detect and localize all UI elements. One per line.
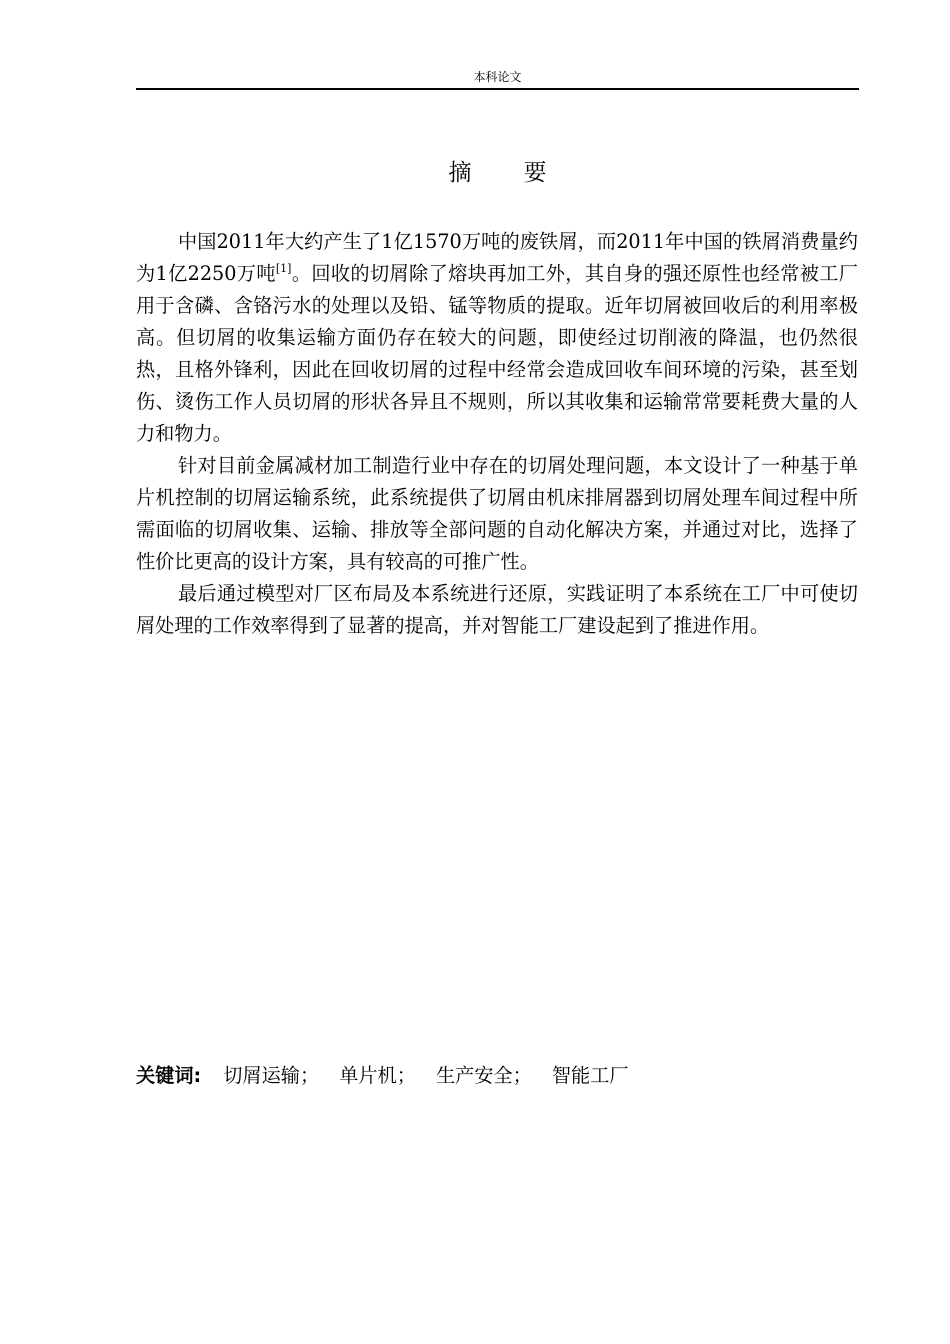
abstract-paragraph-3: 最后通过模型对厂区布局及本系统进行还原，实践证明了本系统在工厂中可使切屑处理的工作效率得到了显著的提高，并对智能工厂建设起到了推进作用。 xyxy=(136,582,858,637)
page-header xyxy=(136,66,859,90)
abstract-paragraph-1 xyxy=(136,226,858,450)
paragraph-1-text-a: 中国2011年大约产生了1亿1570万吨的废铁屑，而2011年中国的铁屑消费量约为1亿2250万吨 xyxy=(136,230,858,285)
abstract-paragraph-2: 针对目前金属减材加工制造行业中存在的切屑处理问题，本文设计了一种基于单片机控制的切屑运输系统，此系统提供了切屑由机床排屑器到切屑处理车间过程中所需面临的切屑收集、运输、排放等全部问题的自动化解决方案，并通过对比，选择了性价比更高的设计方案，具有较高的可推广性。 xyxy=(136,454,858,573)
keywords-line xyxy=(136,1060,629,1092)
keyword-item: 生产安全； xyxy=(435,1064,532,1087)
abstract-body xyxy=(136,226,858,642)
keyword-item: 切屑运输； xyxy=(223,1064,320,1087)
paragraph-1-text-b: 。回收的切屑除了熔块再加工外，其自身的强还原性也经常被工厂用于含磷、含铬污水的处理以及铅、锰等物质的提取。近年切屑被回收后的利用率极高。但切屑的收集运输方面仍存在较大的问题，即使经过切削液的降温，也仍然很热，且格外锋利，因此在回收切屑的过程中经常会造成回收车间环境的污染，甚至划伤、烫伤工作人员切屑的形状各异且不规则，所以其收集和运输常常要耗费大量的人力和物力。 xyxy=(136,262,858,445)
keyword-item: 单片机； xyxy=(339,1064,416,1087)
citation-ref: [1] xyxy=(275,262,292,275)
abstract-title: 摘要 xyxy=(448,160,599,186)
header-text: 本科论文 xyxy=(473,70,522,84)
keyword-item: 智能工厂 xyxy=(551,1064,629,1087)
keywords-label: 关键词: xyxy=(136,1064,202,1087)
